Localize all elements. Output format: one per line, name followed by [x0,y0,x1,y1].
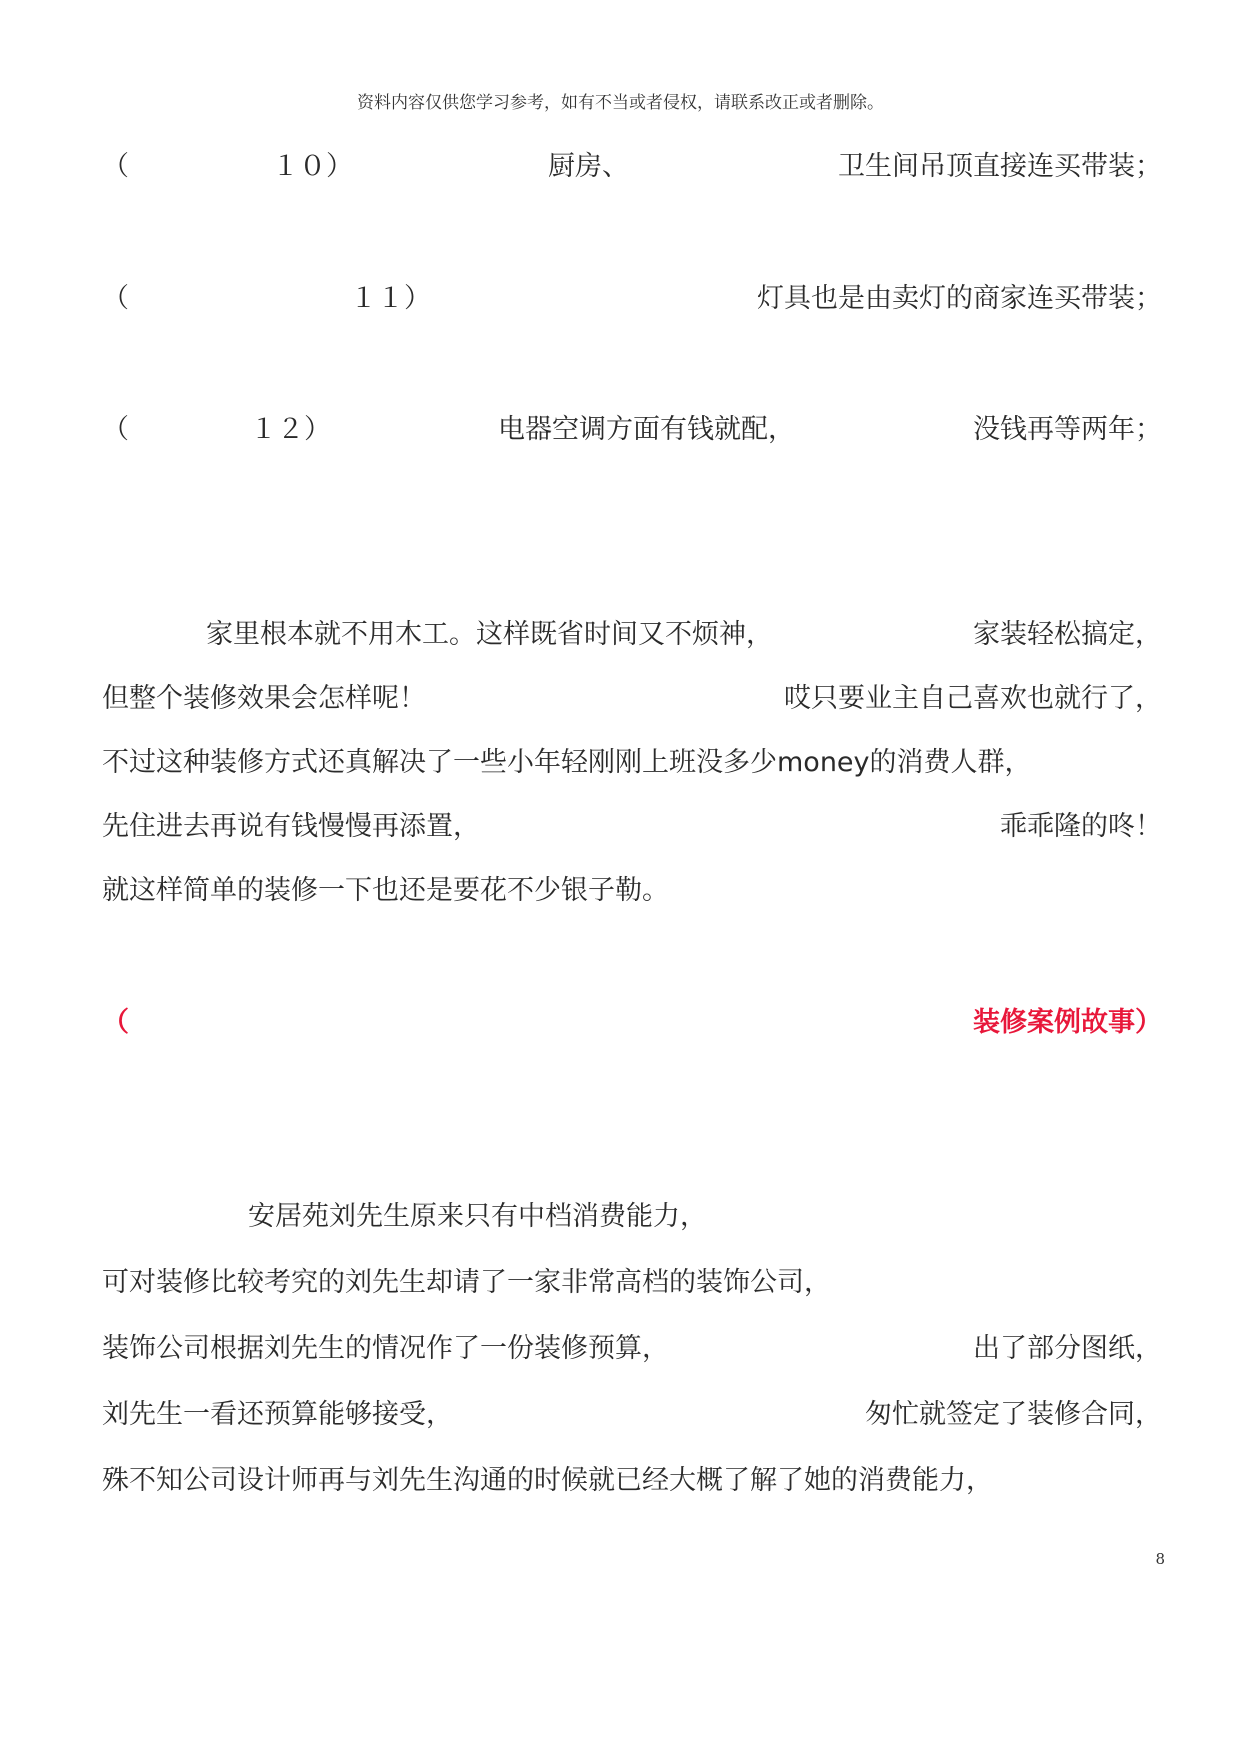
line-text: 安居苑刘先生原来只有中档消费能力， [248,1201,707,1232]
list-item-11-text: 灯具也是由卖灯的商家连买带装； [757,283,1162,314]
line-text-right: 家装轻松搞定， [973,619,1162,650]
line-text: 装饰公司根据刘先生的情况作了一份装修预算， [102,1333,669,1364]
list-item-10-text: 卫生间吊顶直接连买带装； [838,151,1162,182]
section-heading-title: 装修案例故事） [973,1007,1162,1038]
list-item-10-middle: 厨房、 [548,151,629,182]
list-item-12-number: １２） [250,414,331,445]
line-text-right: 匆忙就签定了装修合同， [865,1399,1162,1430]
paragraph-line [102,810,1162,844]
list-item-10-open: （ [102,151,129,182]
list-item-12-open: （ [102,414,129,445]
copyright-notice: 资料内容仅供您学习参考，如有不当或者侵权，请联系改正或者删除。 [357,93,884,113]
paragraph-line [102,1200,1162,1234]
line-text: 不过这种装修方式还真解决了一些小年轻刚刚上班没多少money的消费人群， [102,747,1032,778]
list-item-12-text: 没钱再等两年； [973,414,1162,445]
paragraph-line [102,874,1162,908]
paragraph-line [102,1266,1162,1300]
line-text: 刘先生一看还预算能够接受， [102,1399,453,1430]
list-item-10-number: １０） [272,151,353,182]
line-text-right: 哎只要业主自己喜欢也就行了， [784,683,1162,714]
paragraph-line [102,618,1162,652]
section-heading-open: （ [102,1007,129,1038]
paragraph-line [102,1464,1162,1498]
paragraph-line [102,1332,1162,1366]
list-item-11-open: （ [102,283,129,314]
paragraph-line [102,1398,1162,1432]
section-heading [102,1006,1162,1040]
paragraph-line [102,682,1162,716]
page-number: 8 [1155,1550,1165,1568]
line-text: 殊不知公司设计师再与刘先生沟通的时候就已经大概了解了她的消费能力， [102,1465,993,1496]
line-text: 就这样简单的装修一下也还是要花不少银子勒。 [102,875,669,906]
list-item-12-middle: 电器空调方面有钱就配， [498,414,795,445]
line-text: 可对装修比较考究的刘先生却请了一家非常高档的装饰公司， [102,1267,831,1298]
line-text-right: 乖乖隆的咚！ [1000,811,1162,842]
list-item-11-number: １１） [350,283,431,314]
line-text-right: 出了部分图纸， [973,1333,1162,1364]
line-text: 但整个装修效果会怎样呢！ [102,683,426,714]
paragraph-line [102,746,1162,780]
line-text: 先住进去再说有钱慢慢再添置， [102,811,480,842]
line-text: 家里根本就不用木工。这样既省时间又不烦神， [206,619,773,650]
